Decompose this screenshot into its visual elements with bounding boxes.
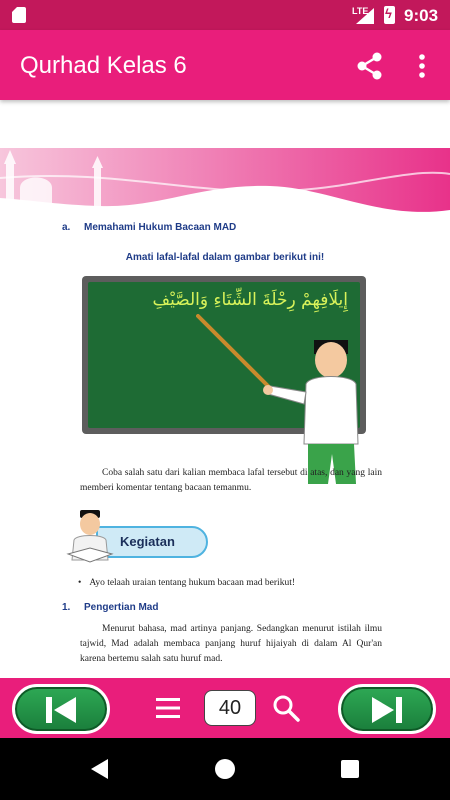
- more-options-button[interactable]: [412, 52, 432, 80]
- back-icon[interactable]: [91, 759, 108, 779]
- battery-charging-icon: [384, 6, 395, 24]
- sd-card-icon: [12, 7, 26, 23]
- skip-next-icon: [370, 696, 404, 724]
- app-title: Qurhad Kelas 6: [20, 52, 187, 79]
- teacher-illustration: [196, 314, 366, 484]
- network-type: LTE: [352, 6, 369, 16]
- clock: 9:03: [404, 6, 439, 25]
- status-bar: [0, 0, 450, 30]
- more-vert-icon: [412, 52, 432, 80]
- share-button[interactable]: [354, 50, 386, 82]
- instruction-text: Amati lafal-lafal dalam gambar berikut ini!: [125, 252, 325, 263]
- share-icon: [354, 50, 386, 82]
- activity-label: Kegiatan: [120, 534, 175, 549]
- next-page-button[interactable]: [338, 684, 436, 734]
- recent-apps-icon[interactable]: [341, 760, 359, 778]
- arabic-verse: إِيلَافِهِمْ رِحْلَةَ الشِّتَاءِ وَالصَّيْفِ: [152, 290, 348, 310]
- bullet-text: • Ayo telaah uraian tentang hukum bacaan mad berikut!: [78, 578, 295, 588]
- mosque-banner: [0, 148, 450, 218]
- paragraph-instruction: Coba salah satu dari kalian membaca lafal tersebut di atas, dan yang lain memberi komentar tentang bacaan temanmu.: [80, 468, 382, 493]
- home-icon[interactable]: [215, 759, 235, 779]
- reading-boy-icon: [66, 506, 116, 564]
- menu-icon: [154, 696, 182, 720]
- paragraph-definition: Menurut bahasa, mad artinya panjang. Sedangkan menurut istilah ilmu tajwid, Mad adalah membaca panjang huruf hijaiyah di dalam Al Qur'an karena bertemu salah satu huruf mad.: [80, 624, 382, 664]
- sub-heading: [62, 602, 158, 613]
- previous-page-button[interactable]: [12, 684, 110, 734]
- activity-badge: [66, 506, 216, 564]
- bottom-toolbar: [0, 678, 450, 738]
- sub-title: Pengertian Mad: [84, 602, 159, 613]
- search-icon: [272, 694, 300, 722]
- page-number-field[interactable]: 40: [204, 690, 256, 726]
- table-of-contents-button[interactable]: [154, 696, 182, 720]
- section-heading: [62, 222, 236, 233]
- sub-number: 1.: [62, 602, 71, 613]
- search-button[interactable]: [272, 694, 300, 722]
- app-bar: [0, 30, 450, 100]
- system-navigation-bar: [0, 738, 450, 800]
- skip-previous-icon: [44, 696, 78, 724]
- section-title: Memahami Hukum Bacaan MAD: [84, 222, 237, 233]
- section-number: a.: [62, 222, 71, 233]
- book-page[interactable]: [0, 148, 450, 678]
